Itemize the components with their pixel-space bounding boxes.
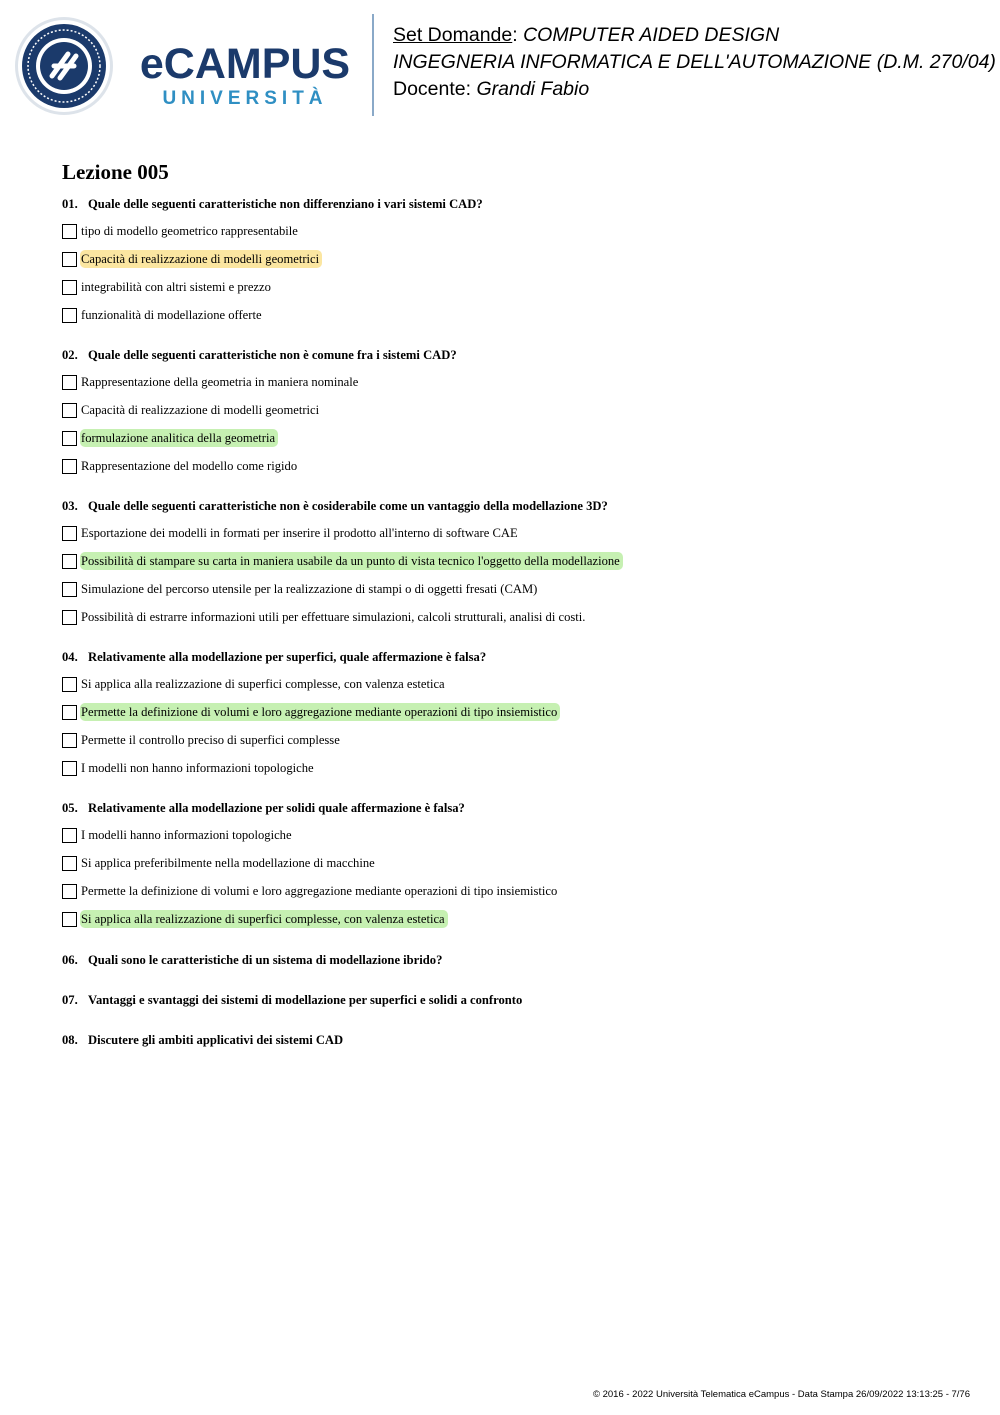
checkbox[interactable] bbox=[62, 431, 77, 446]
answer-option-highlighted[interactable] bbox=[62, 552, 623, 570]
question-number: 05. bbox=[62, 801, 78, 815]
option-text: funzionalità di modellazione offerte bbox=[81, 308, 262, 322]
answer-option-highlighted[interactable] bbox=[62, 910, 448, 928]
option-text: Rappresentazione del modello come rigido bbox=[81, 459, 298, 473]
checkbox[interactable] bbox=[62, 554, 77, 569]
question-text: Quale delle seguenti caratteristiche non è cosiderabile come un vantaggio della modellazione 3D? bbox=[88, 499, 608, 513]
checkbox[interactable] bbox=[62, 884, 77, 899]
brand-name: eCAMPUS bbox=[139, 40, 351, 88]
question-number: 01. bbox=[62, 197, 78, 211]
checkbox[interactable] bbox=[62, 705, 77, 720]
checkbox[interactable] bbox=[62, 582, 77, 597]
question-1 bbox=[62, 197, 483, 212]
brand-subtitle: UNIVERSITÀ bbox=[162, 88, 328, 109]
option-text: Permette la definizione di volumi e loro aggregazione mediante operazioni di tipo insiemistico bbox=[80, 703, 560, 721]
answer-option[interactable] bbox=[62, 731, 343, 749]
question-text: Quale delle seguenti caratteristiche non differenziano i vari sistemi CAD? bbox=[88, 197, 483, 211]
header-info bbox=[393, 22, 996, 103]
checkbox[interactable] bbox=[62, 308, 77, 323]
answer-option[interactable] bbox=[62, 675, 448, 693]
header-line-teacher bbox=[393, 76, 996, 103]
option-text: Permette la definizione di volumi e loro aggregazione mediante operazioni di tipo insiemistico bbox=[81, 884, 558, 898]
question-text: Quali sono le caratteristiche di un sistema di modellazione ibrido? bbox=[88, 953, 443, 967]
option-text: integrabilità con altri sistemi e prezzo bbox=[81, 280, 271, 294]
option-text: Esportazione dei modelli in formati per inserire il prodotto all'interno di software CAE bbox=[81, 526, 518, 540]
page-footer: © 2016 - 2022 Università Telematica eCampus - Data Stampa 26/09/2022 13:13:25 - 7/76 bbox=[592, 1389, 970, 1400]
answer-option[interactable] bbox=[62, 401, 322, 419]
option-text: formulazione analitica della geometria bbox=[80, 429, 278, 447]
set-label: Set Domande bbox=[393, 24, 513, 46]
answer-option[interactable] bbox=[62, 524, 521, 542]
question-text: Relativamente alla modellazione per superfici, quale affermazione è falsa? bbox=[88, 650, 487, 664]
answer-option[interactable] bbox=[62, 580, 540, 598]
question-5 bbox=[62, 801, 465, 816]
question-3 bbox=[62, 499, 608, 514]
answer-option[interactable] bbox=[62, 608, 588, 626]
checkbox[interactable] bbox=[62, 912, 77, 927]
question-text: Vantaggi e svantaggi dei sistemi di modellazione per superfici e solidi a confronto bbox=[88, 993, 523, 1007]
checkbox[interactable] bbox=[62, 459, 77, 474]
header-line-course: Set Domande: COMPUTER AIDED DESIGN bbox=[393, 24, 780, 46]
option-text: Si applica alla realizzazione di superfici complesse, con valenza estetica bbox=[80, 910, 448, 928]
option-text: Possibilità di stampare su carta in maniera usabile da un punto di vista tecnico l'oggetto della modellazione bbox=[80, 552, 623, 570]
answer-option[interactable] bbox=[62, 222, 301, 240]
checkbox[interactable] bbox=[62, 733, 77, 748]
teacher-label: Docente: bbox=[393, 78, 472, 100]
option-text: Possibilità di estrarre informazioni utili per effettuare simulazioni, calcoli strutturali, analisi di costi. bbox=[81, 610, 586, 624]
checkbox[interactable] bbox=[62, 224, 77, 239]
lesson-title: Lezione 005 bbox=[62, 160, 169, 184]
checkbox[interactable] bbox=[62, 375, 77, 390]
answer-option-highlighted[interactable] bbox=[62, 429, 278, 447]
ecampus-seal-logo bbox=[14, 16, 114, 116]
checkbox[interactable] bbox=[62, 761, 77, 776]
checkbox[interactable] bbox=[62, 526, 77, 541]
option-text: I modelli hanno informazioni topologiche bbox=[81, 828, 292, 842]
question-8 bbox=[62, 1033, 343, 1048]
answer-option[interactable] bbox=[62, 826, 295, 844]
question-number: 02. bbox=[62, 348, 78, 362]
checkbox[interactable] bbox=[62, 856, 77, 871]
answer-option[interactable] bbox=[62, 306, 265, 324]
option-text: I modelli non hanno informazioni topologiche bbox=[81, 761, 314, 775]
question-number: 06. bbox=[62, 953, 78, 967]
question-4 bbox=[62, 650, 486, 665]
question-text: Quale delle seguenti caratteristiche non è comune fra i sistemi CAD? bbox=[88, 348, 457, 362]
option-text: Si applica alla realizzazione di superfici complesse, con valenza estetica bbox=[81, 677, 445, 691]
option-text: Rappresentazione della geometria in maniera nominale bbox=[81, 375, 359, 389]
option-text: Simulazione del percorso utensile per la realizzazione di stampi o di oggetti fresati (CAM) bbox=[81, 582, 538, 596]
option-text: Capacità di realizzazione di modelli geometrici bbox=[81, 403, 320, 417]
question-number: 08. bbox=[62, 1033, 78, 1047]
answer-option[interactable] bbox=[62, 759, 317, 777]
checkbox[interactable] bbox=[62, 828, 77, 843]
checkbox[interactable] bbox=[62, 403, 77, 418]
answer-option[interactable] bbox=[62, 457, 300, 475]
option-text: Permette il controllo preciso di superfici complesse bbox=[81, 733, 340, 747]
checkbox[interactable] bbox=[62, 280, 77, 295]
question-7 bbox=[62, 993, 522, 1008]
question-number: 04. bbox=[62, 650, 78, 664]
answer-option[interactable] bbox=[62, 882, 560, 900]
option-text: tipo di modello geometrico rappresentabile bbox=[81, 224, 298, 238]
ecampus-wordmark bbox=[134, 40, 356, 112]
answer-option[interactable] bbox=[62, 373, 361, 391]
answer-option-highlighted[interactable] bbox=[62, 703, 560, 721]
question-text: Discutere gli ambiti applicativi dei sistemi CAD bbox=[88, 1033, 344, 1047]
answer-option[interactable] bbox=[62, 854, 378, 872]
header-divider bbox=[372, 14, 374, 116]
answer-option-highlighted[interactable] bbox=[62, 250, 322, 268]
question-2 bbox=[62, 348, 457, 363]
checkbox[interactable] bbox=[62, 610, 77, 625]
course-name: COMPUTER AIDED DESIGN bbox=[523, 24, 780, 46]
option-text: Si applica preferibilmente nella modellazione di macchine bbox=[81, 856, 375, 870]
checkbox[interactable] bbox=[62, 677, 77, 692]
question-text: Relativamente alla modellazione per solidi quale affermazione è falsa? bbox=[88, 801, 465, 815]
teacher-name: Grandi Fabio bbox=[476, 78, 590, 100]
question-6 bbox=[62, 953, 442, 968]
degree-name: INGEGNERIA INFORMATICA E DELL'AUTOMAZIONE (D.M. 270/04) bbox=[393, 51, 996, 73]
answer-option[interactable] bbox=[62, 278, 274, 296]
question-number: 03. bbox=[62, 499, 78, 513]
checkbox[interactable] bbox=[62, 252, 77, 267]
question-number: 07. bbox=[62, 993, 78, 1007]
option-text: Capacità di realizzazione di modelli geometrici bbox=[80, 250, 322, 268]
